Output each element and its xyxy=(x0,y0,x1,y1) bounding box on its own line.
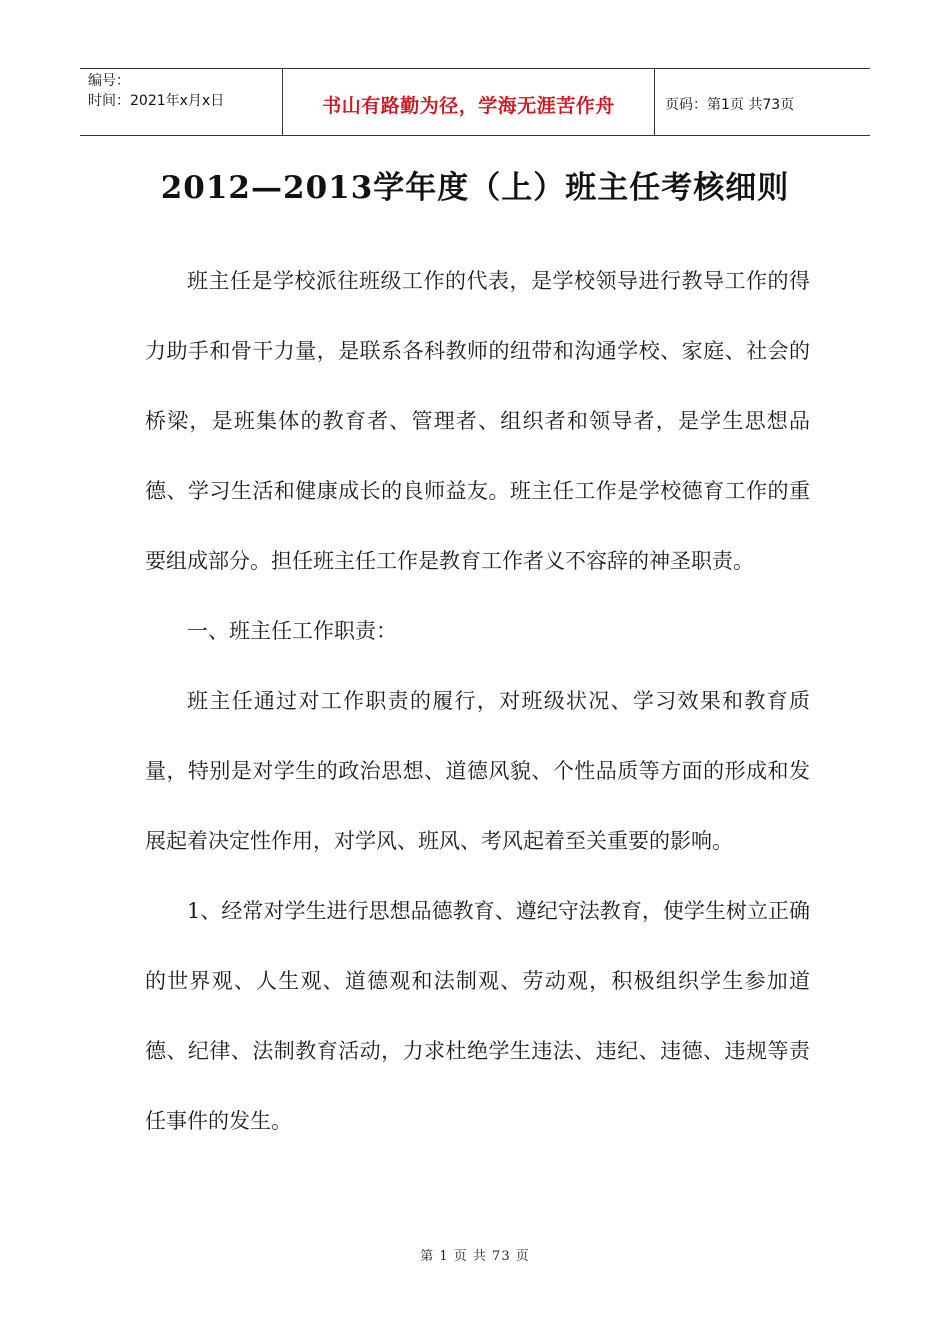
document-header xyxy=(80,68,870,136)
paragraph-duties-overview: 班主任通过对工作职责的履行，对班级状况、学习效果和教育质量，特别是对学生的政治思想、道德风貌、个性品质等方面的形成和发展起着决定性作用，对学风、班风、考风起着至关重要的影响。 xyxy=(145,689,810,853)
section-heading-duties: 一、班主任工作职责： xyxy=(187,619,397,643)
header-meta xyxy=(80,69,282,135)
header-motto: 书山有路勤为径，学海无涯苦作舟 xyxy=(282,69,655,135)
page-footer: 第 1 页 共 73 页 xyxy=(420,1249,530,1264)
header-number-label: 编号： xyxy=(88,73,130,89)
header-time-label: 时间：2021年x月x日 xyxy=(88,93,225,109)
paragraph-intro: 班主任是学校派往班级工作的代表，是学校领导进行教导工作的得力助手和骨干力量，是联系各科教师的纽带和沟通学校、家庭、社会的桥梁，是班集体的教育者、管理者、组织者和领导者，是学生思想品德、学习生活和健康成长的良师益友。班主任工作是学校德育工作的重要组成部分。担任班主任工作是教育工作者义不容辞的神圣职责。 xyxy=(145,269,810,573)
paragraph-duty-1: 1、经常对学生进行思想品德教育、遵纪守法教育，使学生树立正确的世界观、人生观、道德观和法制观、劳动观，积极组织学生参加道德、纪律、法制教育活动，力求杜绝学生违法、违纪、违德、违规等责任事件的发生。 xyxy=(145,899,810,1133)
document-body xyxy=(145,246,810,1156)
document-title: 2012—2013学年度（上）班主任考核细则 xyxy=(160,170,790,206)
header-page-info: 页码：第1页 共73页 xyxy=(665,97,795,113)
